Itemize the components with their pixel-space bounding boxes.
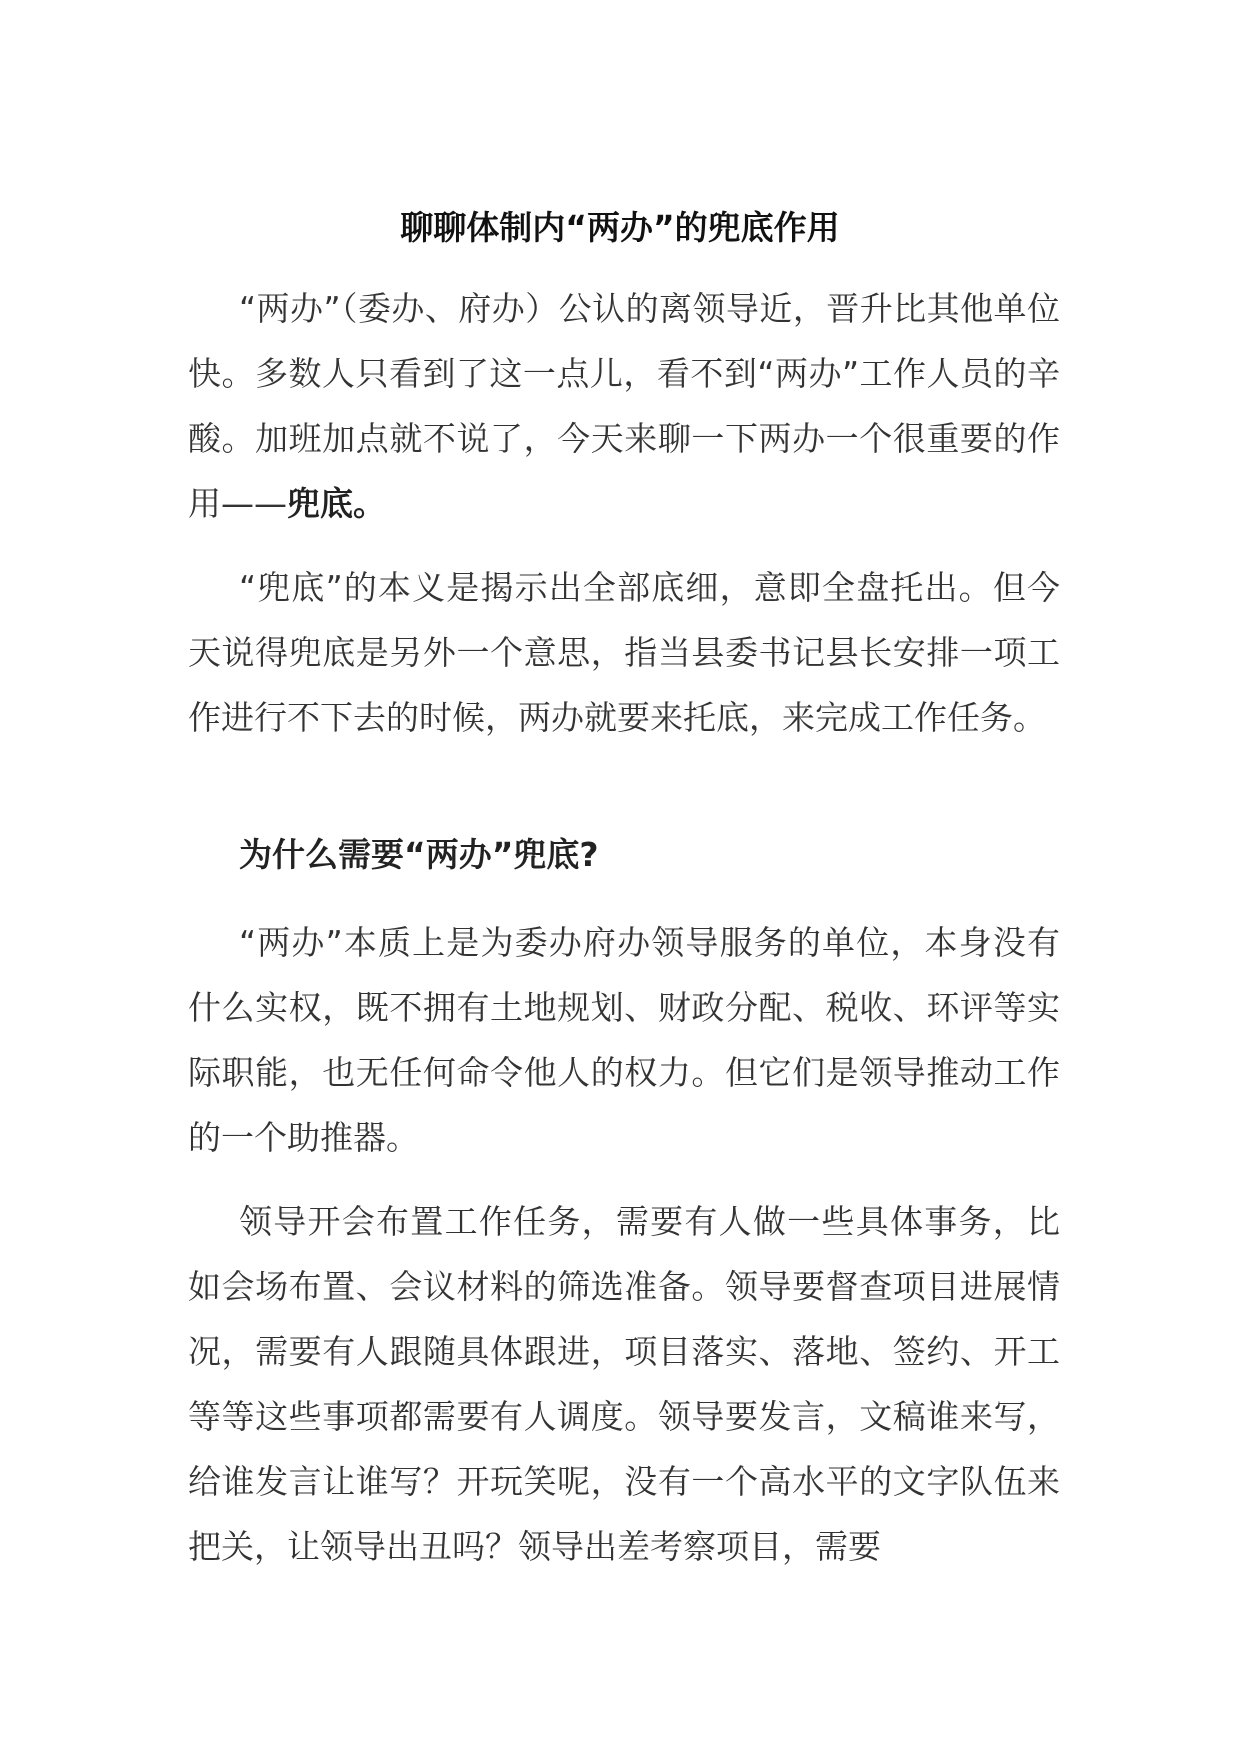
paragraph-definition: “兜底”的本义是揭示出全部底细，意即全盘托出。但今天说得兜底是另外一个意思，指当县委书记县长安排一项工作进行不下去的时候，两办就要来托底，来完成工作任务。	[188, 568, 1060, 737]
paragraph-intro-text: “两办”（委办、府办）公认的离领导近，晋升比其他单位快。多数人只看到了这一点儿，看不到“两办”工作人员的辛酸。加班加点就不说了，今天来聊一下两办一个很重要的作用——	[188, 289, 1060, 523]
paragraph-intro	[188, 276, 1060, 536]
paragraph-intro-bold: 兜底。	[287, 484, 386, 523]
document-title: 聊聊体制内“两办”的兜底作用	[400, 208, 840, 247]
section-heading: 为什么需要“两办”兜底?	[239, 835, 599, 874]
paragraph-tasks: 领导开会布置工作任务，需要有人做一些具体事务，比如会场布置、会议材料的筛选准备。领导要督查项目进展情况，需要有人跟随具体跟进，项目落实、落地、签约、开工等等这些事项都需要有人调度。领导要发言，文稿谁来写，给谁发言让谁写？开玩笑呢，没有一个高水平的文字队伍来把关，让领导出丑吗？领导出差考察项目，需要	[188, 1202, 1060, 1566]
paragraph-nature: “两办”本质上是为委办府办领导服务的单位，本身没有什么实权，既不拥有土地规划、财政分配、税收、环评等实际职能，也无任何命令他人的权力。但它们是领导推动工作的一个助推器。	[188, 923, 1060, 1157]
